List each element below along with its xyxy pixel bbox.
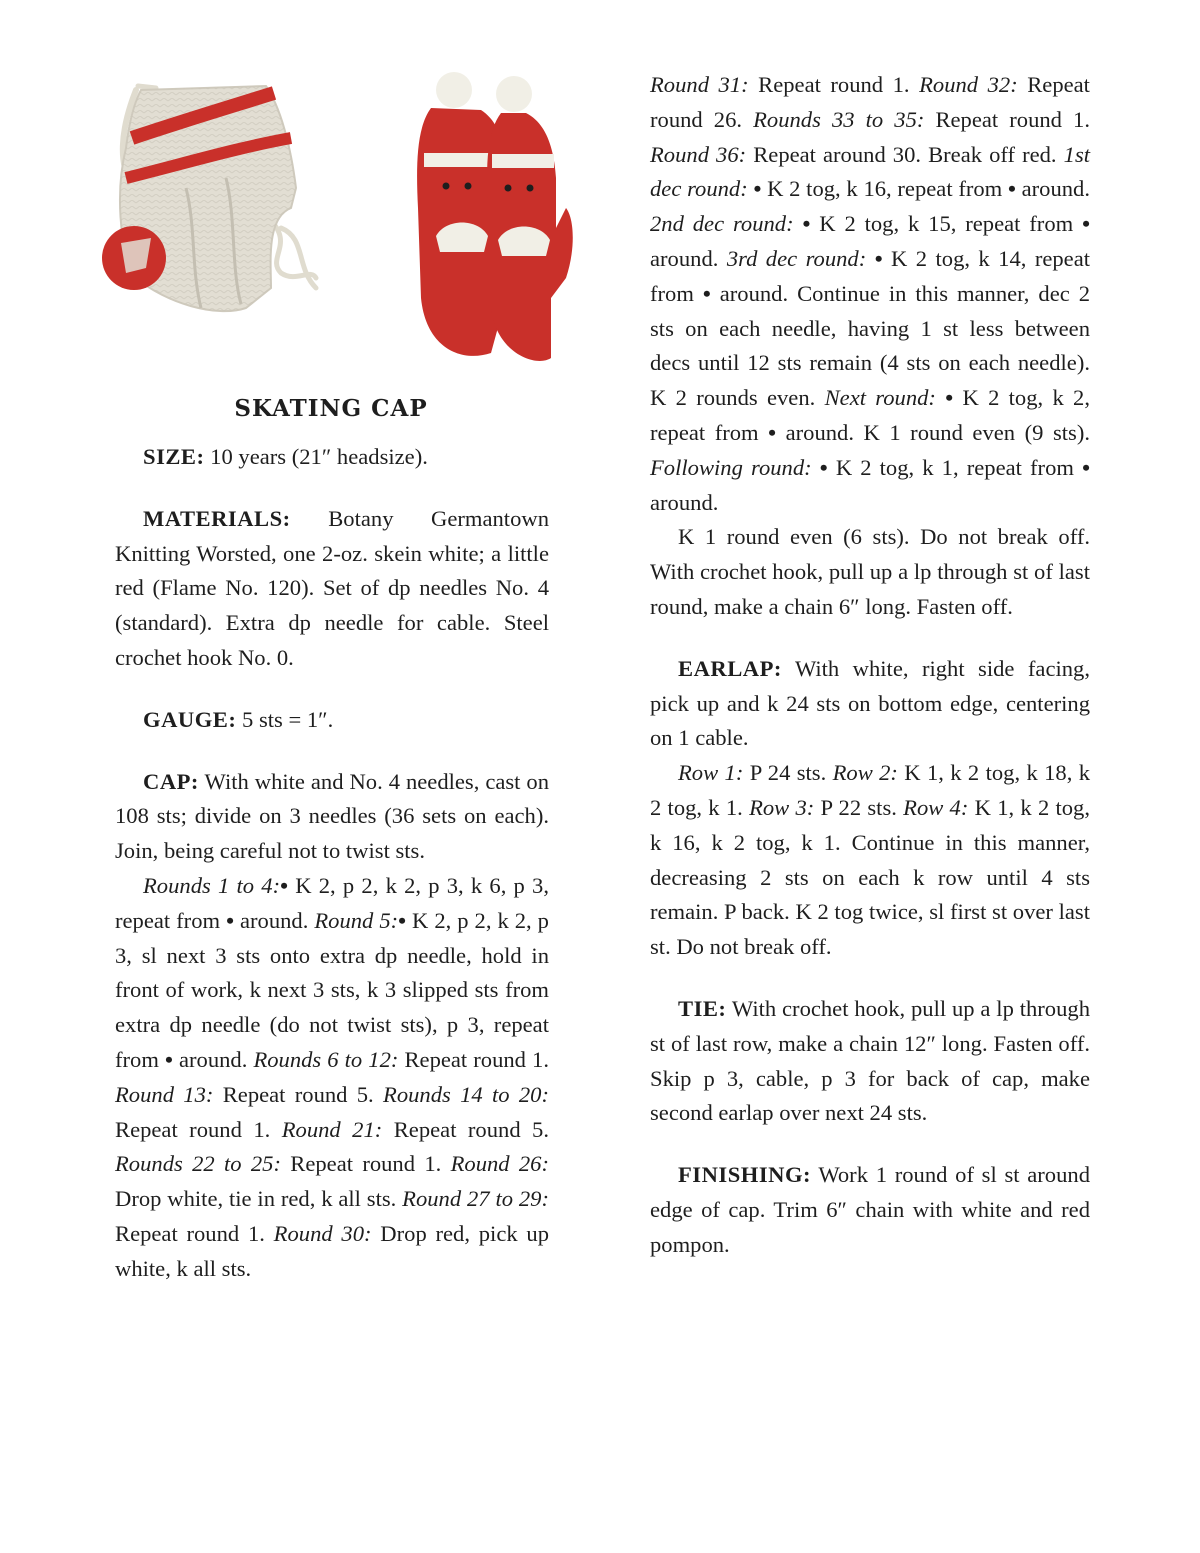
round-31-text: Repeat round 1.: [748, 72, 910, 97]
dec-1-end: around.: [1015, 176, 1091, 202]
star-icon: •: [945, 385, 954, 411]
round-21-label: Round 21:: [281, 1116, 383, 1142]
cap-label: CAP:: [143, 768, 199, 794]
gauge-label: GAUGE:: [143, 706, 237, 732]
row-2-label: Row 2:: [832, 760, 898, 786]
rounds-1-4-end: around.: [233, 907, 309, 933]
round-31-label: Round 31:: [650, 72, 749, 97]
earlap-label: EARLAP:: [678, 655, 782, 681]
rounds-1-4-text: K 2, p 2, k 2, p 3, k 6, p 3, repeat from: [115, 872, 549, 933]
left-column: [115, 440, 549, 1287]
earlap-rows-paragraph: [650, 756, 1090, 965]
following-round-text: K 2 tog, k 1, repeat from: [827, 454, 1083, 480]
round-26-label: Round 26:: [450, 1151, 550, 1177]
tie-label: TIE:: [678, 995, 727, 1021]
row-3-label: Row 3:: [749, 794, 815, 820]
dec-3-label: 3rd dec round:: [726, 245, 867, 271]
star-icon: •: [226, 907, 234, 933]
cap-rounds-continued: [650, 68, 1090, 520]
rounds-27-29-label: Round 27 to 29:: [402, 1186, 549, 1212]
star-icon: •: [819, 454, 828, 480]
finishing-text: Work 1 round of sl st around edge of cap. Trim 6″ chain with white and red pompon.: [650, 1162, 1090, 1257]
star-icon: •: [702, 280, 711, 306]
round-30-text: Drop red, pick up white, k all sts.: [115, 1220, 549, 1281]
size-paragraph: [115, 440, 549, 475]
cap-text: With white and No. 4 needles, cast on 108 sts; divide on 3 needles (36 sets on each). Join, being careful not to twist sts.: [115, 768, 549, 864]
cap-rounds-paragraph: [115, 869, 549, 1287]
star-icon: •: [164, 1046, 173, 1072]
rounds-33-35-text: Repeat round 1.: [924, 106, 1090, 132]
round-13-text: Repeat round 5.: [213, 1081, 374, 1107]
round-30-label: Round 30:: [273, 1220, 372, 1246]
round-5-end: around.: [172, 1046, 248, 1072]
round-36-text: Repeat around 30. Break off red.: [746, 141, 1057, 167]
rounds-22-25-text: Repeat round 1.: [280, 1151, 442, 1177]
dec-1-text: K 2 tog, k 16, repeat from: [761, 176, 1008, 202]
star-icon: •: [1082, 454, 1090, 480]
size-text: 10 years (21″ headsize).: [204, 444, 428, 469]
star-icon: •: [768, 419, 777, 445]
round-5-text: K 2, p 2, k 2, p 3, sl next 3 sts onto extra dp needle, hold in front of work, k next 3 sts, k 3 slipped sts from extra dp needle (do not twist sts), p 3, repeat from: [115, 907, 549, 1072]
rounds-27-29-text: Repeat round 1.: [115, 1220, 265, 1246]
rounds-1-4-label: Rounds 1 to 4:: [143, 872, 281, 898]
tie-paragraph: [650, 992, 1090, 1131]
earlap-text: With white, right side facing, pick up and k 24 sts on bottom edge, centering on 1 cable.: [650, 655, 1090, 751]
round-21-text: Repeat round 5.: [382, 1116, 550, 1142]
round-26-text: Drop white, tie in red, k all sts.: [115, 1186, 397, 1212]
rounds-6-12-text: Repeat round 1.: [398, 1046, 549, 1072]
gauge-text: 5 sts = 1″.: [236, 706, 334, 732]
row-4-label: Row 4:: [903, 794, 969, 820]
star-icon: •: [1082, 211, 1090, 237]
finishing-paragraph: [650, 1158, 1090, 1262]
dec-3-text: K 2 tog, k 14, repeat from: [650, 245, 1091, 306]
row-4-text: K 1, k 2 tog, k 16, k 2 tog, k 1. Continue in this manner, decreasing 2 sts on each k row until 4 sts remain. P back. K 2 tog twice, sl first st over last st. Do not break off.: [650, 794, 1091, 960]
cap-and-mittens-illustration: [96, 68, 590, 368]
star-icon: •: [802, 211, 811, 237]
round-5-label: Round 5:: [314, 907, 399, 933]
gauge-paragraph: [115, 703, 549, 738]
round-32-label: Round 32:: [919, 72, 1018, 97]
materials-paragraph: [115, 502, 549, 676]
row-1-label: Row 1:: [678, 760, 744, 786]
following-round-label: Following round:: [650, 454, 812, 480]
size-label: SIZE:: [143, 444, 205, 469]
dec-3-end: around. Continue in this manner, dec 2 sts on each needle, having 1 st less between decs until 12 sts remain (4 sts on each needle). K 2 rounds even.: [650, 280, 1090, 411]
round-36-label: Round 36:: [650, 141, 747, 167]
row-3-text: P 22 sts.: [814, 794, 897, 820]
right-column: [650, 68, 1090, 1263]
next-round-label: Next round:: [824, 385, 936, 411]
finishing-label: FINISHING:: [678, 1162, 812, 1188]
materials-text: Botany Germantown Knitting Worsted, one 2-oz. skein white; a little red (Flame No. 120). Set of dp needles No. 4 (standard). Extra dp needle for cable. Steel crochet hook No. 0.: [115, 505, 549, 670]
rounds-22-25-label: Rounds 22 to 25:: [115, 1151, 281, 1177]
rounds-14-20-text: Repeat round 1.: [115, 1116, 271, 1142]
star-icon: •: [398, 907, 407, 933]
rounds-33-35-label: Rounds 33 to 35:: [753, 106, 925, 132]
star-icon: •: [753, 176, 762, 202]
dec-2-label: 2nd dec round:: [650, 211, 794, 237]
tie-text: With crochet hook, pull up a lp through st of last row, make a chain 12″ long. Fasten off. Skip p 3, cable, p 3 for back of cap, make second earlap over next 24 sts.: [650, 995, 1090, 1126]
round-32-text: Repeat round 26.: [650, 72, 1090, 132]
cap-ending-paragraph: K 1 round even (6 sts). Do not break off. With crochet hook, pull up a lp through st of last round, make a chain 6″ long. Fasten off.: [650, 524, 1090, 619]
pattern-title: SKATING CAP: [234, 395, 428, 422]
rounds-14-20-label: Rounds 14 to 20:: [383, 1081, 550, 1107]
row-1-text: P 24 sts.: [743, 760, 827, 786]
earlap-paragraph: [650, 652, 1090, 756]
rounds-6-12-label: Rounds 6 to 12:: [253, 1046, 399, 1072]
following-round-end: around.: [650, 489, 719, 515]
star-icon: •: [1007, 176, 1016, 202]
dec-1-label: 1st dec round:: [650, 141, 1091, 202]
dec-2-end: around.: [650, 245, 719, 271]
cap-paragraph: [115, 765, 549, 869]
materials-label: MATERIALS:: [143, 505, 291, 531]
round-13-label: Round 13:: [115, 1081, 214, 1107]
knitted-cap-and-mittens-icon: [96, 68, 590, 368]
dec-2-text: K 2 tog, k 15, repeat from: [810, 211, 1083, 237]
row-2-text: K 1, k 2 tog, k 18, k 2 tog, k 1.: [650, 760, 1090, 820]
star-icon: •: [874, 245, 883, 271]
next-round-text: K 2 tog, k 2, repeat from: [650, 385, 1090, 445]
star-icon: •: [280, 872, 289, 898]
next-round-end: around. K 1 round even (9 sts).: [776, 419, 1090, 445]
